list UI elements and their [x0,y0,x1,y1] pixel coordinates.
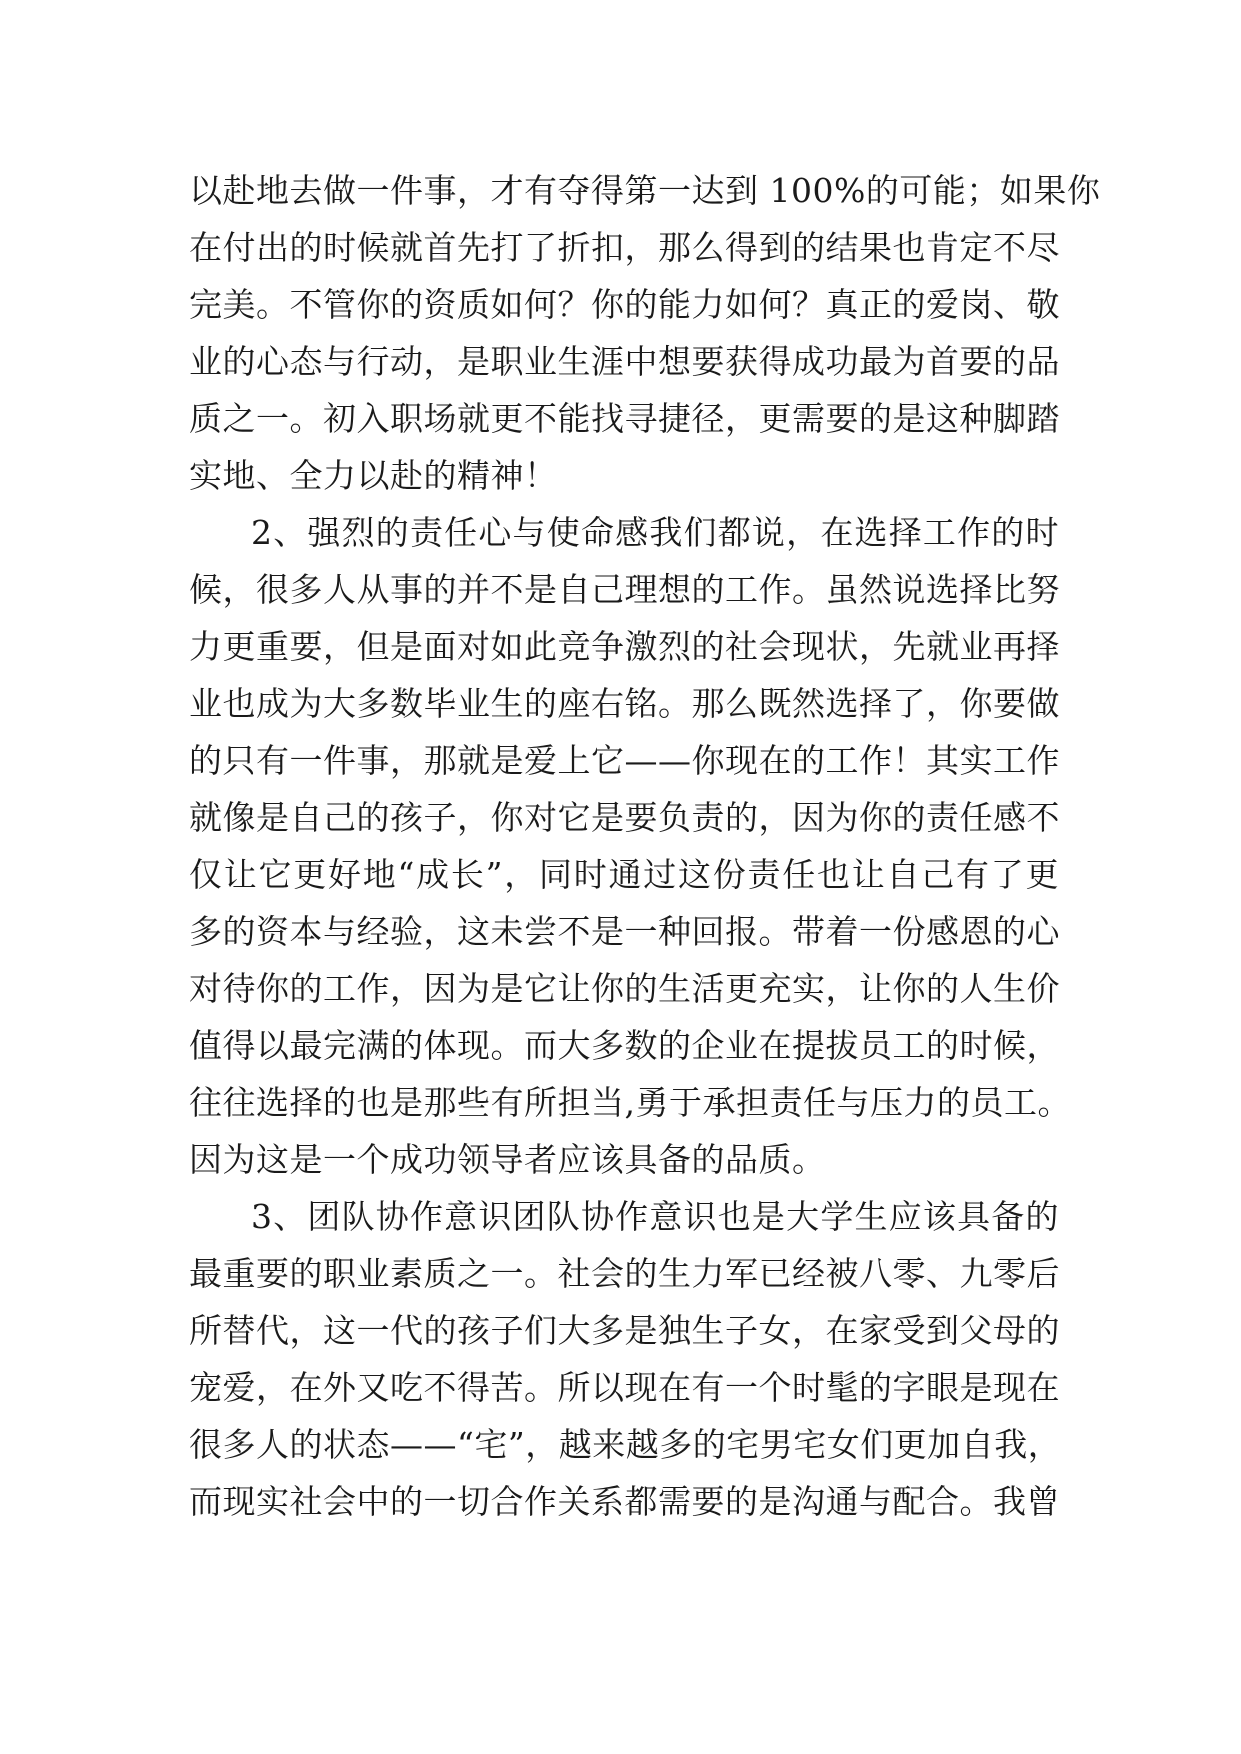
text-line: 多的资本与经验，这未尝不是一种回报。带着一份感恩的心 [189,912,1060,951]
text-line: 而现实社会中的一切合作关系都需要的是沟通与配合。我曾 [189,1482,1060,1521]
text-line: 力更重要，但是面对如此竞争激烈的社会现状，先就业再择 [189,627,1060,666]
text-line: 很多人的状态——“宅”，越来越多的宅男宅女们更加自我， [189,1425,1062,1464]
paragraph-responsibility [189,504,1071,1188]
text-line: 在付出的时候就首先打了折扣，那么得到的结果也肯定不尽 [189,228,1060,267]
text-line: 3、团队协作意识团队协作意识也是大学生应该具备的 [251,1197,1059,1236]
text-line: 候，很多人从事的并不是自己理想的工作。虽然说选择比努 [189,570,1060,609]
text-line: 实地、全力以赴的精神！ [189,456,558,495]
text-line: 完美。不管你的资质如何？你的能力如何？真正的爱岗、敬 [189,285,1060,324]
text-line: 以赴地去做一件事，才有夺得第一达到 100%的可能；如果你 [189,171,1101,210]
text-line: 最重要的职业素质之一。社会的生力军已经被八零、九零后 [189,1254,1060,1293]
text-line: 宠爱，在外又吃不得苦。所以现在有一个时髦的字眼是现在 [189,1368,1060,1407]
text-line: 业也成为大多数毕业生的座右铭。那么既然选择了，你要做 [189,684,1060,723]
paragraph-teamwork [189,1188,1062,1530]
text-line: 所替代，这一代的孩子们大多是独生子女，在家受到父母的 [189,1311,1060,1350]
text-line: 2、强烈的责任心与使命感我们都说，在选择工作的时 [251,513,1059,552]
text-line: 因为这是一个成功领导者应该具备的品质。 [189,1140,826,1179]
text-line: 业的心态与行动，是职业生涯中想要获得成功最为首要的品 [189,342,1060,381]
text-line: 仅让它更好地“成长”，同时通过这份责任也让自己有了更 [189,855,1059,894]
text-line: 的只有一件事，那就是爱上它——你现在的工作！其实工作 [189,741,1060,780]
text-line: 就像是自己的孩子，你对它是要负责的，因为你的责任感不 [189,798,1060,837]
document-body [189,162,1101,1530]
text-line: 质之一。初入职场就更不能找寻捷径，更需要的是这种脚踏 [189,399,1060,438]
text-line: 对待你的工作，因为是它让你的生活更充实，让你的人生价 [189,969,1060,1008]
text-line: 往往选择的也是那些有所担当,勇于承担责任与压力的员工。 [189,1083,1071,1122]
text-line: 值得以最完满的体现。而大多数的企业在提拔员工的时候， [189,1026,1060,1065]
paragraph-continued [189,162,1101,504]
